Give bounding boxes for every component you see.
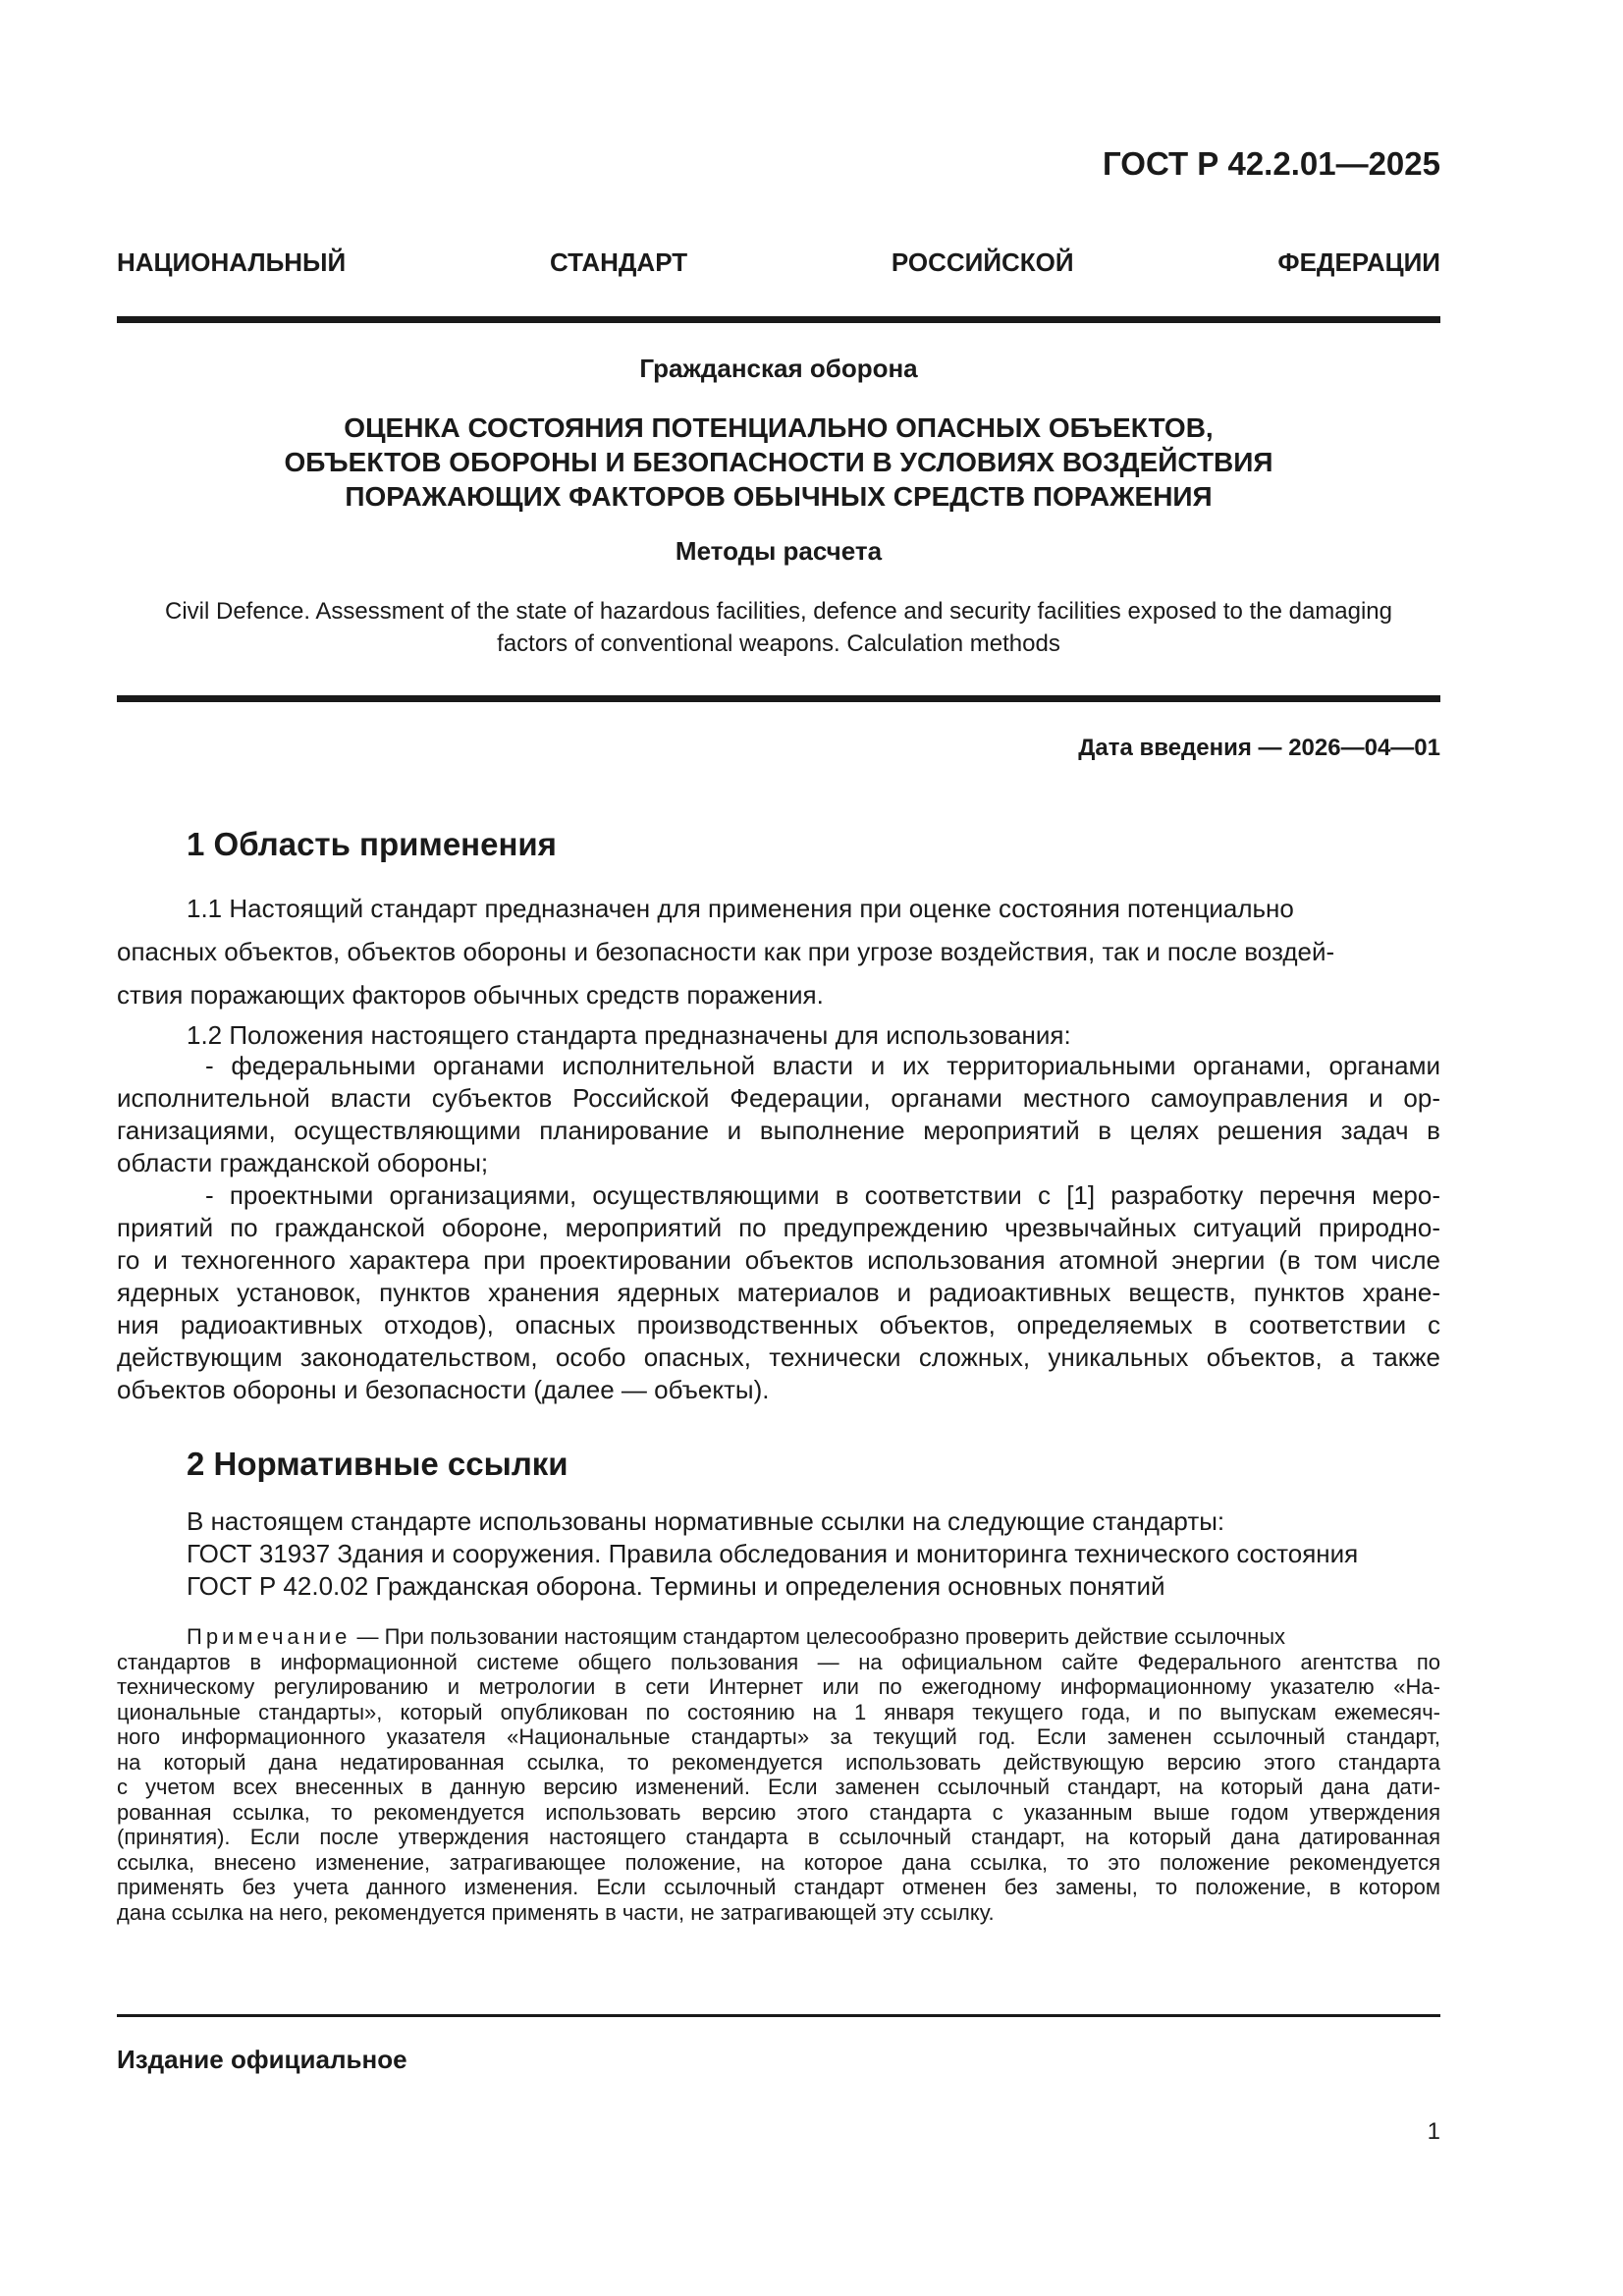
note-line: Примечание — При пользовании настоящим стандартом целесообразно проверить действие ссылочных bbox=[187, 1624, 1286, 1649]
paragraph-line: ядерных установок, пунктов хранения ядерных материалов и радиоактивных веществ, пунктов хране- bbox=[117, 1278, 1440, 1307]
introduction-date: Дата введения — 2026—04—01 bbox=[1078, 735, 1440, 761]
note-line: на который дана недатированная ссылка, то рекомендуется использовать действующую версию этого стандарта bbox=[117, 1749, 1440, 1775]
paragraph-line: го и техногенного характера при проектировании объектов использования атомной энергии (в том числе bbox=[117, 1245, 1440, 1275]
paragraph-line: В настоящем стандарте использованы нормативные ссылки на следующие стандарты: bbox=[187, 1506, 1225, 1536]
reference-line: ГОСТ Р 42.0.02 Гражданская оборона. Термины и определения основных понятий bbox=[187, 1571, 1165, 1601]
top-divider bbox=[117, 316, 1440, 323]
document-title bbox=[117, 410, 1440, 514]
paragraph-line: объектов обороны и безопасности (далее — объекты). bbox=[117, 1375, 770, 1404]
title-bottom-divider bbox=[117, 695, 1440, 702]
document-subtitle: Методы расчета bbox=[675, 536, 883, 566]
paragraph-line: ствия поражающих факторов обычных средств поражения. bbox=[117, 980, 824, 1010]
official-edition-label: Издание официальное bbox=[117, 2045, 407, 2074]
document-number: ГОСТ Р 42.2.01—2025 bbox=[1103, 145, 1440, 182]
note-line: рованная ссылка, то рекомендуется использовать версию этого стандарта с указанным выше годом утверждения bbox=[117, 1799, 1440, 1825]
paragraph-line: исполнительной власти субъектов Российской Федерации, органами местного самоуправления и ор- bbox=[117, 1083, 1440, 1113]
english-title-line: Civil Defence. Assessment of the state of hazardous facilities, defence and security facilities exposed to the damaging bbox=[164, 598, 1392, 625]
note-line: дана ссылка на него, рекомендуется применять в части, не затрагивающей эту ссылку. bbox=[117, 1899, 995, 1925]
footer-divider bbox=[117, 2014, 1440, 2017]
note-label: Примечание bbox=[187, 1624, 352, 1649]
title-line: ОЦЕНКА СОСТОЯНИЯ ПОТЕНЦИАЛЬНО ОПАСНЫХ ОБЪЕКТОВ, bbox=[344, 412, 1214, 443]
note-line: циональные стандарты», который опубликован по состоянию на 1 января текущего года, и по выпускам ежемесяч- bbox=[117, 1699, 1440, 1724]
note-line: ного информационного указателя «Национальные стандарты» за текущий год. Если заменен ссылочный стандарт, bbox=[117, 1724, 1440, 1749]
national-standard-banner: НАЦИОНАЛЬНЫЙ СТАНДАРТ РОССИЙСКОЙ ФЕДЕРАЦИИ bbox=[117, 247, 1440, 277]
section-1-heading: 1 Область применения bbox=[187, 826, 557, 862]
paragraph-line: - проектными организациями, осуществляющими в соответствии с [1] разработку перечня меро- bbox=[205, 1180, 1440, 1210]
subject-heading: Гражданская оборона bbox=[639, 354, 918, 383]
section-2-heading: 2 Нормативные ссылки bbox=[187, 1446, 568, 1482]
note-line: применять без учета данного изменения. Если ссылочный стандарт отменен без замены, то положение, в котором bbox=[117, 1875, 1440, 1899]
note-line: стандартов в информационной системе общего пользования — на официальном сайте Федерального агентства по bbox=[117, 1649, 1440, 1674]
paragraph-line: приятий по гражданской обороне, мероприятий по предупреждению чрезвычайных ситуаций природно- bbox=[117, 1213, 1440, 1242]
page-number: 1 bbox=[1427, 2118, 1440, 2145]
paragraph-line: опасных объектов, объектов обороны и безопасности как при угрозе воздействия, так и после воздей- bbox=[117, 937, 1335, 966]
paragraph-line: ния радиоактивных отходов), опасных производственных объектов, определяемых в соответствии с bbox=[117, 1310, 1440, 1339]
title-line: ПОРАЖАЮЩИХ ФАКТОРОВ ОБЫЧНЫХ СРЕДСТВ ПОРАЖЕНИЯ bbox=[345, 481, 1213, 512]
note-line: ссылка, внесено изменение, затрагивающее положение, на которое дана ссылка, то это положение рекомендуется bbox=[117, 1849, 1440, 1875]
note-line: техническому регулированию и метрологии в сети Интернет или по ежегодному информационному указателю «На- bbox=[117, 1674, 1440, 1699]
paragraph-line: 1.1 Настоящий стандарт предназначен для применения при оценке состояния потенциально bbox=[187, 894, 1294, 923]
paragraph-line: - федеральными органами исполнительной власти и их территориальными органами, органами bbox=[205, 1051, 1440, 1080]
note-line: с учетом всех внесенных в данную версию изменений. Если заменен ссылочный стандарт, на который дана дати- bbox=[117, 1775, 1440, 1799]
english-title bbox=[117, 595, 1440, 660]
note-line: (принятия). Если после утверждения настоящего стандарта в ссылочный стандарт, на который дана датированная bbox=[117, 1825, 1440, 1849]
reference-line: ГОСТ 31937 Здания и сооружения. Правила обследования и мониторинга технического состояния bbox=[187, 1539, 1359, 1568]
note-block bbox=[117, 1624, 1440, 1925]
paragraph-line: действующим законодательством, особо опасных, технически сложных, уникальных объектов, а также bbox=[117, 1342, 1440, 1372]
title-line: ОБЪЕКТОВ ОБОРОНЫ И БЕЗОПАСНОСТИ В УСЛОВИЯХ ВОЗДЕЙСТВИЯ bbox=[284, 447, 1273, 477]
paragraph-line: области гражданской обороны; bbox=[117, 1148, 489, 1177]
english-title-line: factors of conventional weapons. Calculation methods bbox=[497, 630, 1060, 657]
paragraph-line: 1.2 Положения настоящего стандарта предназначены для использования: bbox=[187, 1020, 1071, 1050]
paragraph-line: ганизациями, осуществляющими планирование и выполнение мероприятий в целях решения задач в bbox=[117, 1116, 1440, 1145]
